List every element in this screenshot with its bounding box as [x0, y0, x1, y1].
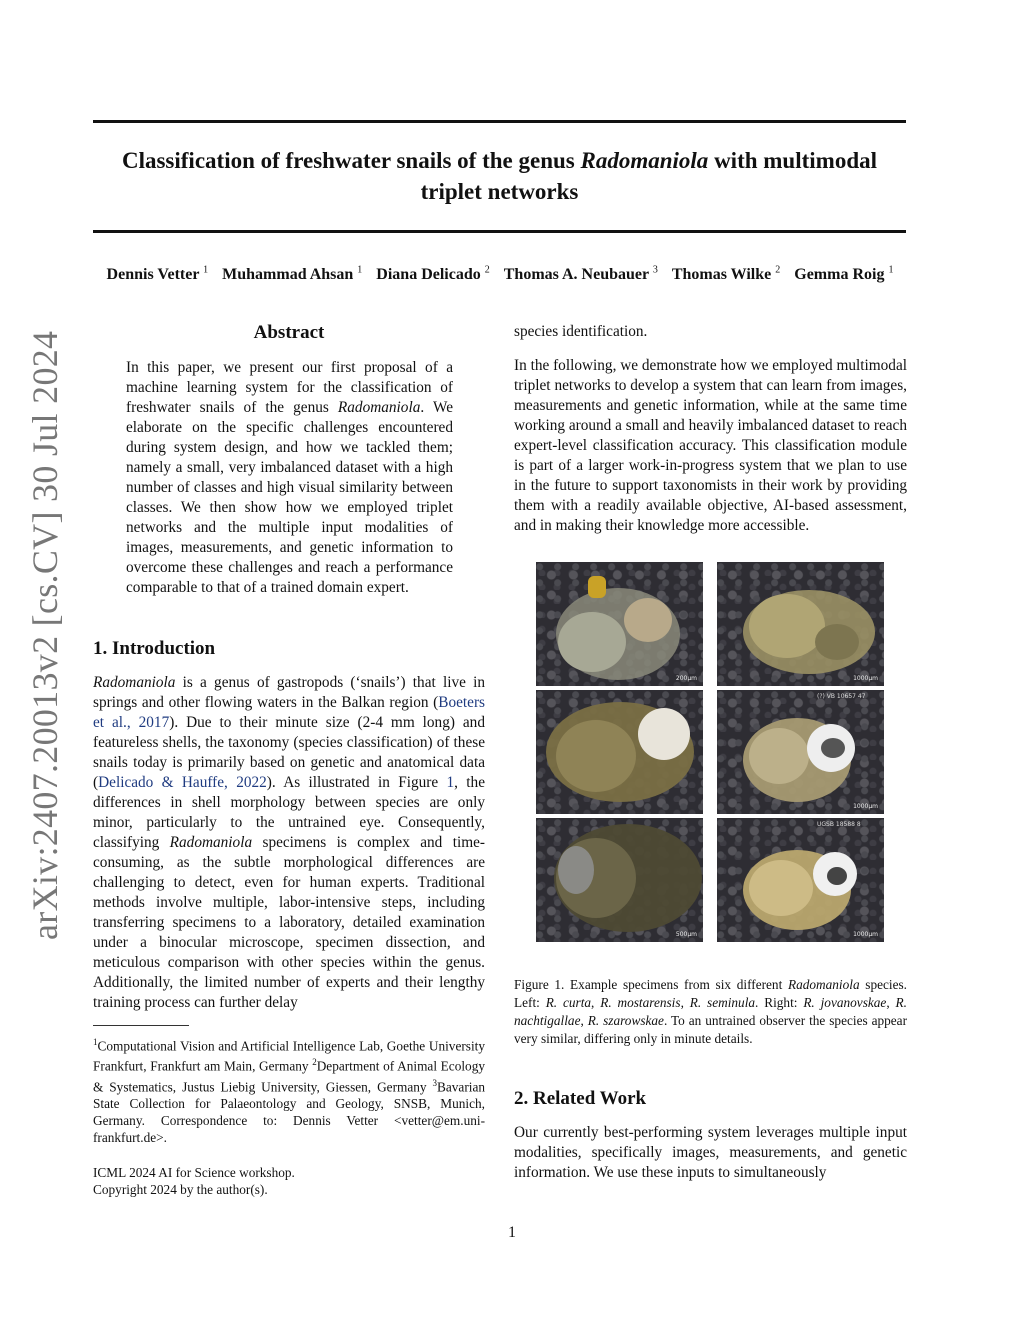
scale-label: 1000µm	[853, 675, 878, 682]
specimen-photo	[717, 562, 884, 686]
snail-shell-image	[717, 562, 884, 686]
scale-label: 500µm	[675, 931, 697, 938]
citation-link[interactable]: Delicado & Hauffe, 2022	[98, 774, 267, 791]
paragraph: In the following, we demonstrate how we employed multimodal triplet networks to develop a system that can learn from images, measurements and genetic information, while at the same time working around a small and heavily imbalanced dataset to reach expert-level classification accuracy. This classification module is part of a larger work-in-progress system that we plan to use in the future to support taxonomists in their work by providing them with a readily available objective, AI-based assessment, and in making their knowledge more accessible.	[514, 357, 907, 534]
specimen-photo	[536, 818, 703, 942]
specimen-photo	[536, 562, 703, 686]
specimen-photo	[536, 690, 703, 814]
author: Thomas Wilke $^2$	[671, 265, 781, 284]
citation-link[interactable]: Boeters et al., 2017	[93, 694, 485, 731]
scale-label: 200µm	[675, 675, 697, 682]
left-column	[93, 318, 485, 1198]
figure-1	[514, 562, 907, 952]
snail-shell-image	[717, 818, 884, 942]
right-column	[514, 322, 907, 1183]
abstract-heading: Abstract	[253, 322, 325, 343]
author: Diana Delicado $^2$	[376, 265, 490, 284]
snail-shell-image	[717, 690, 884, 814]
snail-shell-image	[536, 562, 703, 686]
footnote-rule	[93, 1025, 189, 1026]
scale-label: 1000µm	[853, 803, 878, 810]
top-rule	[93, 120, 906, 123]
paragraph-continuation: species identification.	[514, 323, 648, 340]
related-work-text: Our currently best-performing system leverages multiple input modalities, specifically images, measurements, and genetic information. We use these inputs to simultaneously	[514, 1124, 907, 1181]
author: Gemma Roig $^1$	[794, 265, 894, 284]
author-list	[60, 265, 940, 284]
scale-label: 1000µm	[853, 931, 878, 938]
author: Dennis Vetter $^1$	[106, 265, 209, 284]
specimen-tag: UGSB 18588 8	[817, 821, 861, 828]
figure-ref-link[interactable]: 1	[446, 774, 455, 791]
related-work-heading: 2. Related Work	[514, 1088, 647, 1109]
snail-shell-image	[536, 690, 703, 814]
specimen-photo	[717, 690, 884, 814]
affiliation-footnote: $^1$Computational Vision and Artificial Intelligence Lab, Goethe University Frankfurt, Frankfurt am Main, Germany $^2$Department of Animal Ecology & Systematics, Justus Liebig University, Giessen, Germany $^3$Bavarian State Collection for Palaeontology and Geology, SNSB, Munich, Germany. Correspondence to: Dennis Vetter <vetter@em.uni-frankfurt.de>.	[93, 1037, 485, 1146]
figure-caption: Figure 1. Example specimens from six different Radomaniola species. Left: R. curta, R. mostarensis, R. seminula. Right: R. jovanovskae, R. nachtigallae, R. szarowskae. To an untrained observer the species appear very similar, differing only in minute details.	[514, 977, 908, 1046]
specimen-tag: (?) VB 10657 47	[817, 693, 866, 700]
snail-shell-image	[536, 818, 703, 942]
paper-title: Classification of freshwater snails of the genus Radomaniola with multimodal triplet networks	[121, 148, 877, 204]
author: Muhammad Ahsan $^1$	[222, 265, 363, 284]
author: Thomas A. Neubauer $^3$	[503, 265, 658, 284]
arxiv-stamp: arXiv:2407.20013v2 [cs.CV] 30 Jul 2024	[25, 330, 65, 940]
specimen-photo	[717, 818, 884, 942]
venue-note: ICML 2024 AI for Science workshop. Copyright 2024 by the author(s).	[93, 1165, 295, 1198]
abstract-text: In this paper, we present our first proposal of a machine learning system for the classification of freshwater snails of the genus Radomaniola. We elaborate on the specific challenges encountered during system design, and how we tackled them; namely a small, very imbalanced dataset with a high number of classes and high visual similarity between classes. We then show how we employed triplet networks and the multiple input modalities of images, measurements, and genetic information to overcome these challenges and reach a performance comparable to that of a trained domain expert.	[126, 359, 453, 596]
title-bottom-rule	[93, 230, 906, 233]
introduction-heading: 1. Introduction	[93, 638, 216, 659]
introduction-text: Radomaniola is a genus of gastropods (‘snails’) that live in springs and other flowing waters in the Balkan region (Boeters et al., 2017). Due to their minute size (2-4 mm long) and featureless shells, the taxonomy (species classification) of these snails today is primarily based on genetic and anatomical data (Delicado & Hauffe, 2022). As illustrated in Figure 1, the differences in shell morphology between species are only minor, particularly to the untrained eye. Consequently, classifying Radomaniola specimens is complex and time-consuming, as the subtle morphological differences are challenging to detect, even for human experts. Traditional methods involve multiple, labor-intensive steps, including transferring specimens to a laboratory, detailed examination under a binocular microscope, specimen dissection, and meticulous comparison with other species within the genus. Additionally, the limited number of experts and their lengthy training process can further delay	[93, 674, 485, 1011]
page-number: 1	[508, 1224, 516, 1241]
